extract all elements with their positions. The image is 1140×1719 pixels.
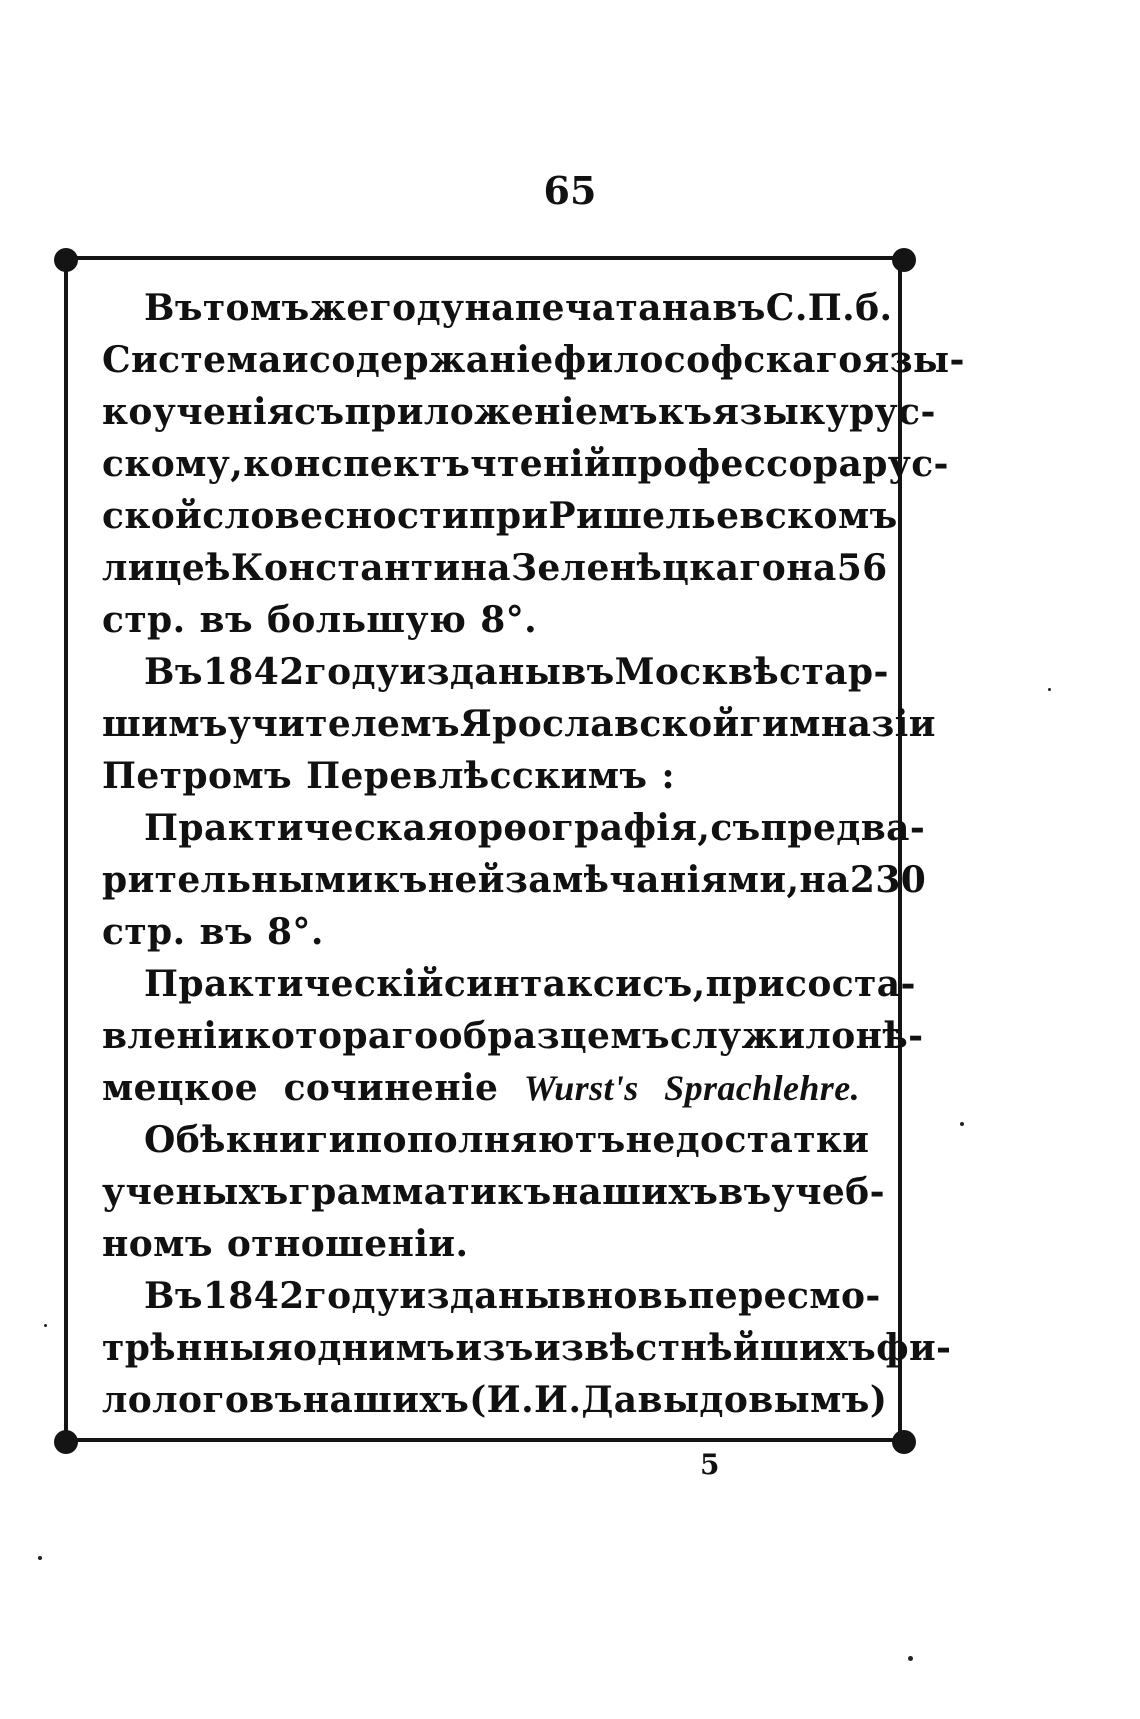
text-word: предва- <box>760 807 926 849</box>
text-word: изданы <box>399 1275 562 1317</box>
text-word: 1842 <box>202 651 305 693</box>
text-word: въ <box>561 651 615 693</box>
text-word: И. <box>534 1379 582 1421</box>
text-word: философскаго <box>553 339 863 381</box>
text-word: соста- <box>785 963 916 1005</box>
signature-mark: 5 <box>700 1448 720 1481</box>
text-word: фи- <box>876 1327 952 1369</box>
text-word: къ <box>657 391 713 433</box>
scan-speck <box>908 1656 913 1661</box>
text-word: въ <box>199 911 253 953</box>
text-line <box>102 958 916 1010</box>
text-line <box>102 1166 885 1218</box>
text-word: 56 <box>836 547 888 589</box>
text-word: профессора <box>610 443 863 485</box>
text-word: ской <box>102 495 203 537</box>
text-word: вленіи <box>102 1015 245 1057</box>
text-word: рительными <box>102 859 374 901</box>
text-word: Ришельевскомъ <box>548 495 898 537</box>
text-word: Въ <box>144 1275 203 1317</box>
frame-corner-top-right <box>892 248 916 272</box>
text-word: пересмо- <box>688 1275 881 1317</box>
text-word: извѣстнѣйшихъ <box>533 1327 877 1369</box>
frame-corner-bottom-left <box>54 1430 78 1454</box>
text-word: же <box>309 287 370 329</box>
text-word: на <box>799 859 850 901</box>
text-word: (И. <box>469 1379 535 1421</box>
text-word: при <box>705 963 785 1005</box>
scan-speck <box>960 1122 964 1126</box>
text-line <box>102 542 888 594</box>
text-word: году <box>304 1275 400 1317</box>
text-word: котораго <box>244 1015 439 1057</box>
text-line <box>102 490 898 542</box>
text-word: Практическій <box>144 963 444 1005</box>
text-word: Перевлѣсскимъ <box>306 755 648 797</box>
text-line <box>102 750 860 802</box>
text-word: Система <box>102 339 282 381</box>
text-word: нашихъ <box>551 1171 719 1213</box>
text-word: шимъ <box>102 703 228 745</box>
text-word: учеб- <box>771 1171 885 1213</box>
frame-corner-bottom-right <box>892 1430 916 1454</box>
text-word: Въ <box>144 287 203 329</box>
text-word: Давыдовымъ) <box>581 1379 888 1421</box>
text-word: Обѣ <box>144 1119 226 1161</box>
frame-corner-top-left <box>54 248 78 272</box>
text-word: стр. <box>102 911 186 953</box>
text-word: ученыхъ <box>102 1171 289 1213</box>
text-word: сочиненіе <box>283 1067 499 1109</box>
text-word: языку <box>712 391 850 433</box>
text-word: пополняютъ <box>355 1119 626 1161</box>
text-word: лицеѣ <box>102 547 231 589</box>
text-word: язы- <box>862 339 965 381</box>
body-text <box>102 282 965 1426</box>
text-word: мецкое <box>102 1067 259 1109</box>
text-word: Въ <box>144 651 203 693</box>
text-word: С.П.б. <box>765 287 893 329</box>
text-word: однимъ <box>292 1327 456 1369</box>
text-word: стар- <box>779 651 889 693</box>
text-word: содержаніе <box>309 339 554 381</box>
text-line <box>102 386 936 438</box>
text-word: грамматикъ <box>288 1171 552 1213</box>
text-word: томъ <box>202 287 310 329</box>
text-word: съ <box>294 391 345 433</box>
text-word: чтеній <box>470 443 611 485</box>
text-word: 8°. <box>266 911 324 953</box>
text-word: въ <box>718 1171 772 1213</box>
text-word: вновь <box>561 1275 689 1317</box>
text-word: недостатки <box>625 1119 870 1161</box>
text-word: отношеніи. <box>226 1223 469 1265</box>
text-word: изданы <box>399 651 562 693</box>
text-word: Константина <box>230 547 512 589</box>
text-word: образцемъ <box>438 1015 671 1057</box>
text-word: и <box>281 339 309 381</box>
text-line <box>102 1374 888 1426</box>
text-word: замѣчаніями, <box>504 859 800 901</box>
text-word: году <box>369 287 465 329</box>
text-word: на <box>786 547 837 589</box>
scan-speck <box>38 1556 42 1560</box>
text-word: словесности <box>202 495 470 537</box>
text-word: въ <box>712 287 766 329</box>
text-word: учителемъ <box>227 703 460 745</box>
text-line <box>102 1114 870 1166</box>
text-word: Wurst's <box>523 1068 639 1108</box>
text-line <box>102 1322 952 1374</box>
text-line <box>102 1270 881 1322</box>
text-word: Зеленѣцкаго <box>511 547 787 589</box>
text-word: напечатана <box>464 287 713 329</box>
text-line <box>102 1062 860 1114</box>
text-word: Sprachlehre. <box>664 1068 860 1108</box>
text-word: орѳографія, <box>453 807 711 849</box>
text-word: конспектъ <box>243 443 471 485</box>
page-number: 65 <box>543 168 597 213</box>
text-word: синтаксисъ, <box>443 963 706 1005</box>
text-word: къ <box>373 859 428 901</box>
text-line <box>102 282 893 334</box>
text-word: при <box>469 495 549 537</box>
scan-speck <box>44 1324 47 1327</box>
text-word: коученія <box>102 391 295 433</box>
text-word: большую <box>266 599 467 641</box>
text-line <box>102 906 860 958</box>
text-word: 8°. <box>480 599 538 641</box>
text-word: гимназіи <box>739 703 936 745</box>
text-line <box>102 854 927 906</box>
text-word: трѣнныя <box>102 1327 293 1369</box>
text-word: Ярославской <box>459 703 740 745</box>
text-word: рус- <box>849 391 936 433</box>
text-word: 230 <box>849 859 927 901</box>
text-line <box>102 646 889 698</box>
text-word: Петромъ <box>102 755 293 797</box>
text-word: скому, <box>102 443 244 485</box>
text-word: 1842 <box>202 1275 305 1317</box>
text-word: изъ <box>455 1327 534 1369</box>
text-word: рус- <box>862 443 949 485</box>
text-word: году <box>304 651 400 693</box>
text-word: нѣ- <box>855 1015 924 1057</box>
text-word: книги <box>225 1119 356 1161</box>
text-word: : <box>661 755 676 797</box>
text-line <box>102 334 965 386</box>
text-word: нашихъ <box>302 1379 470 1421</box>
text-line <box>102 438 949 490</box>
text-word: номъ <box>102 1223 213 1265</box>
text-word: лологовъ <box>102 1379 303 1421</box>
text-line <box>102 1218 860 1270</box>
scan-speck <box>1048 688 1051 691</box>
text-word: стр. <box>102 599 186 641</box>
text-word: служило <box>670 1015 856 1057</box>
text-line <box>102 698 936 750</box>
text-word: съ <box>710 807 761 849</box>
text-line <box>102 802 926 854</box>
text-line <box>102 594 860 646</box>
text-line <box>102 1010 924 1062</box>
text-word: приложеніемъ <box>344 391 658 433</box>
text-word: ней <box>427 859 505 901</box>
text-word: въ <box>199 599 253 641</box>
text-word: Практическая <box>144 807 454 849</box>
text-word: Москвѣ <box>614 651 780 693</box>
